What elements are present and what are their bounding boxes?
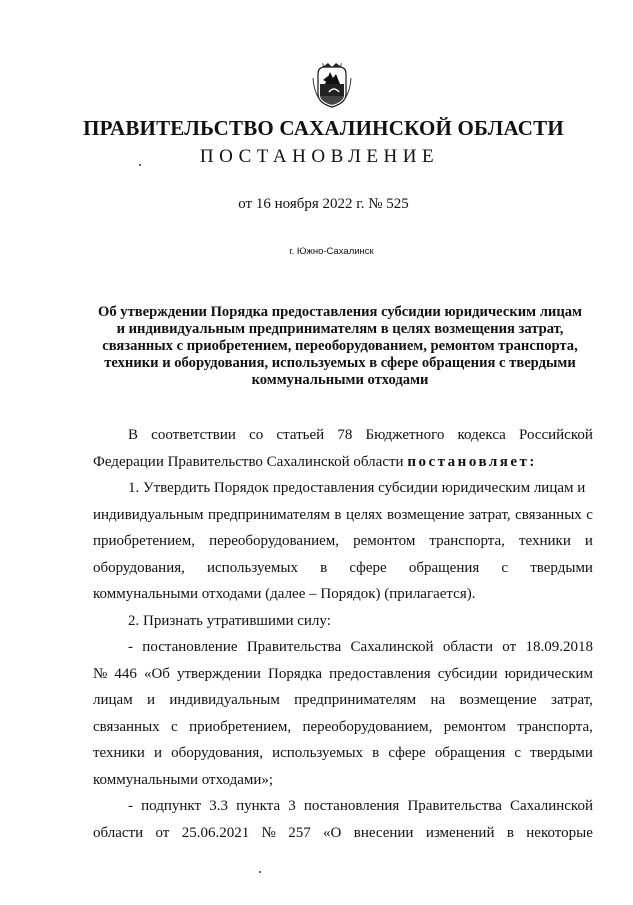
- word: постановление: [142, 639, 238, 655]
- word: некоторые: [526, 824, 593, 841]
- word: 3.3: [209, 798, 228, 814]
- word: «О: [323, 824, 342, 841]
- word: Порядка: [267, 665, 323, 682]
- word: с: [514, 745, 522, 761]
- word: 25.06.2021: [181, 824, 250, 841]
- heading-line: Об утверждении Порядка предоставления субсидии юридическим лицам: [98, 304, 582, 320]
- word: транспорта,: [517, 718, 593, 735]
- item1-line: 1. Утвердить Порядок предоставления субсидии юридическим лицам и: [128, 480, 586, 496]
- word: 446: [114, 665, 137, 682]
- item2-sub1-line: [93, 661, 593, 688]
- word: области: [93, 824, 144, 841]
- intro-line: [93, 449, 593, 476]
- item1-line: коммунальными отходами (далее – Порядок) (прилагается).: [93, 586, 476, 602]
- item2-sub1-line: [93, 740, 593, 767]
- word: переоборудованием,: [302, 718, 433, 735]
- word: с: [171, 718, 178, 735]
- word: возмещение: [387, 506, 465, 523]
- word: связанных: [93, 718, 160, 735]
- item2-sub1-line: [93, 634, 593, 661]
- word: ремонтом: [443, 718, 507, 735]
- word: юридическим: [504, 665, 593, 682]
- word: в: [372, 745, 380, 761]
- government-title: ПРАВИТЕЛЬСТВО САХАЛИНСКОЙ ОБЛАСТИ: [83, 116, 564, 140]
- word: от: [502, 639, 517, 655]
- word: статьей: [276, 427, 325, 443]
- word: изменений: [425, 824, 495, 841]
- scan-speck: [259, 871, 261, 873]
- scan-speck: [139, 164, 141, 166]
- word: Сахалинской: [509, 798, 593, 814]
- word: подпункт: [141, 798, 202, 814]
- heading-line: связанных с приобретением, переоборудованием, ремонтом транспорта,: [102, 338, 578, 354]
- word: 78: [337, 427, 353, 443]
- document-type: ПОСТАНОВЛЕНИЕ: [199, 146, 440, 167]
- word: В: [128, 427, 139, 443]
- word: техники: [93, 745, 145, 761]
- word: 257: [288, 824, 311, 841]
- word: оборудования,: [171, 745, 263, 761]
- word: техники: [518, 533, 571, 549]
- word: и: [147, 692, 156, 708]
- word: в: [334, 506, 342, 523]
- word: постановления: [303, 798, 400, 814]
- word: на: [430, 692, 446, 708]
- word: приобретением,: [93, 533, 196, 549]
- word: обращения: [408, 559, 480, 576]
- word: целях: [345, 506, 383, 523]
- word: приобретением,: [189, 718, 292, 735]
- decree-word: постановляет:: [407, 453, 537, 470]
- word: Бюджетного: [365, 427, 445, 443]
- word: лицам: [93, 692, 133, 708]
- word: -: [128, 798, 133, 814]
- word: соответствии: [151, 427, 236, 443]
- word: №: [261, 824, 276, 841]
- word: сфере: [388, 745, 426, 761]
- item2-sub2-line: [93, 793, 593, 820]
- intro-text: Федерации Правительство Сахалинской области: [93, 453, 408, 470]
- word: Сахалинской: [350, 639, 434, 655]
- heading-line: коммунальными отходами: [251, 372, 429, 388]
- item2-title: 2. Признать утратившими силу:: [128, 612, 331, 629]
- word: используемых: [272, 745, 364, 761]
- word: утверждении: [176, 665, 261, 682]
- item2-sub1-line: [93, 714, 593, 741]
- word: предоставления: [329, 665, 431, 682]
- item2-sub1-line: коммунальными отходами»;: [93, 771, 274, 788]
- heading-line: техники и оборудования, используемых в сфере обращения с твердыми: [104, 355, 576, 371]
- word: внесении: [353, 824, 414, 841]
- document-heading: [80, 304, 600, 389]
- word: от: [155, 824, 170, 841]
- item1-line: [93, 555, 593, 582]
- word: используемых: [207, 559, 298, 576]
- item2-sub2-line: [93, 820, 593, 847]
- word: связанных: [515, 506, 582, 523]
- word: с: [501, 559, 509, 576]
- word: предпринимателям: [207, 506, 330, 523]
- word: индивидуальным: [169, 692, 280, 708]
- word: оборудования,: [93, 559, 185, 576]
- word: пункта: [236, 798, 281, 814]
- word: со: [249, 427, 264, 443]
- word: 18.09.2018: [525, 639, 593, 655]
- word: Правительства: [246, 639, 342, 655]
- word: ремонтом: [353, 533, 416, 549]
- word: «Об: [143, 665, 170, 682]
- sakhalin-coat-of-arms-icon: [312, 58, 352, 108]
- document-date-number: от 16 ноября 2022 г. № 525: [238, 196, 409, 212]
- word: транспорта,: [429, 533, 505, 549]
- word: Правительства: [407, 798, 502, 814]
- word: -: [128, 639, 133, 655]
- word: сфере: [349, 559, 387, 576]
- word: твердыми: [530, 745, 593, 761]
- item1-line: [93, 502, 593, 529]
- word: области: [442, 639, 493, 655]
- word: твердыми: [530, 559, 593, 576]
- word: №: [93, 665, 108, 682]
- word: затрат,: [551, 692, 593, 708]
- word: 3: [288, 798, 296, 814]
- intro-line: [93, 422, 593, 449]
- word: возмещение: [459, 692, 537, 708]
- word: Российской: [518, 427, 593, 443]
- word: затрат,: [468, 506, 511, 523]
- heading-line: и индивидуальным предпринимателям в целях возмещения затрат,: [116, 321, 564, 337]
- word: и: [584, 533, 593, 549]
- word: кодекса: [457, 427, 506, 443]
- word: субсидии: [437, 665, 498, 682]
- item1-line: [93, 528, 593, 555]
- word: с: [586, 506, 593, 523]
- word: индивидуальным: [93, 506, 204, 523]
- word: предпринимателям: [294, 692, 417, 708]
- document-body: [93, 422, 593, 846]
- word: переоборудованием,: [209, 533, 340, 549]
- word: и: [153, 745, 163, 761]
- document-city: г. Южно-Сахалинск: [289, 246, 374, 257]
- word: в: [320, 559, 328, 576]
- item2-sub1-line: [93, 687, 593, 714]
- word: в: [506, 824, 514, 841]
- word: обращения: [434, 745, 506, 761]
